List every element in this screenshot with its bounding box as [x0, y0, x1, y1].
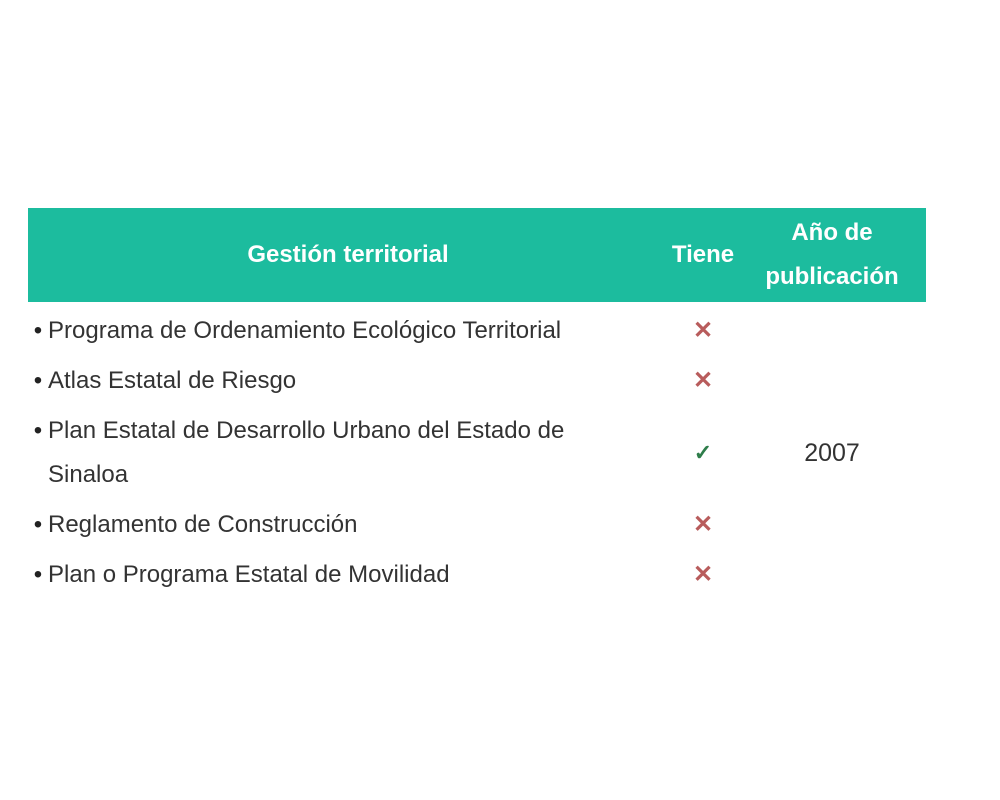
- table-row: [28, 406, 926, 500]
- territorial-management-table: [28, 208, 926, 600]
- row-name: Atlas Estatal de Riesgo: [48, 367, 297, 394]
- header-gestion-territorial: Gestión territorial: [247, 241, 449, 268]
- row-name: Programa de Ordenamiento Ecológico Territorial: [48, 317, 562, 344]
- header-ano-publicacion: [738, 208, 926, 302]
- header-ano-line2: publicación: [765, 263, 899, 290]
- bullet-icon: •: [33, 417, 43, 444]
- row-name: Reglamento de Construcción: [48, 511, 358, 538]
- cross-icon: ✕: [692, 367, 714, 394]
- row-year: 2007: [804, 439, 860, 467]
- table-row: [28, 500, 926, 550]
- bullet-icon: •: [33, 561, 43, 588]
- row-name: Plan Estatal de Desarrollo Urbano del Estado de Sinaloa: [48, 417, 565, 488]
- cross-icon: ✕: [692, 317, 714, 344]
- table-row: [28, 356, 926, 406]
- cross-icon: ✕: [692, 561, 714, 588]
- table-row: [28, 550, 926, 600]
- bullet-icon: •: [33, 367, 43, 394]
- row-name: Plan o Programa Estatal de Movilidad: [48, 561, 450, 588]
- bullet-icon: •: [33, 511, 43, 538]
- table-row: [28, 306, 926, 356]
- bullet-icon: •: [33, 317, 43, 344]
- check-icon: ✓: [693, 440, 713, 465]
- table-body: [28, 306, 926, 600]
- header-tiene: Tiene: [671, 241, 735, 268]
- table-header: [28, 208, 926, 302]
- header-ano-line1: Año de: [791, 219, 873, 246]
- cross-icon: ✕: [692, 511, 714, 538]
